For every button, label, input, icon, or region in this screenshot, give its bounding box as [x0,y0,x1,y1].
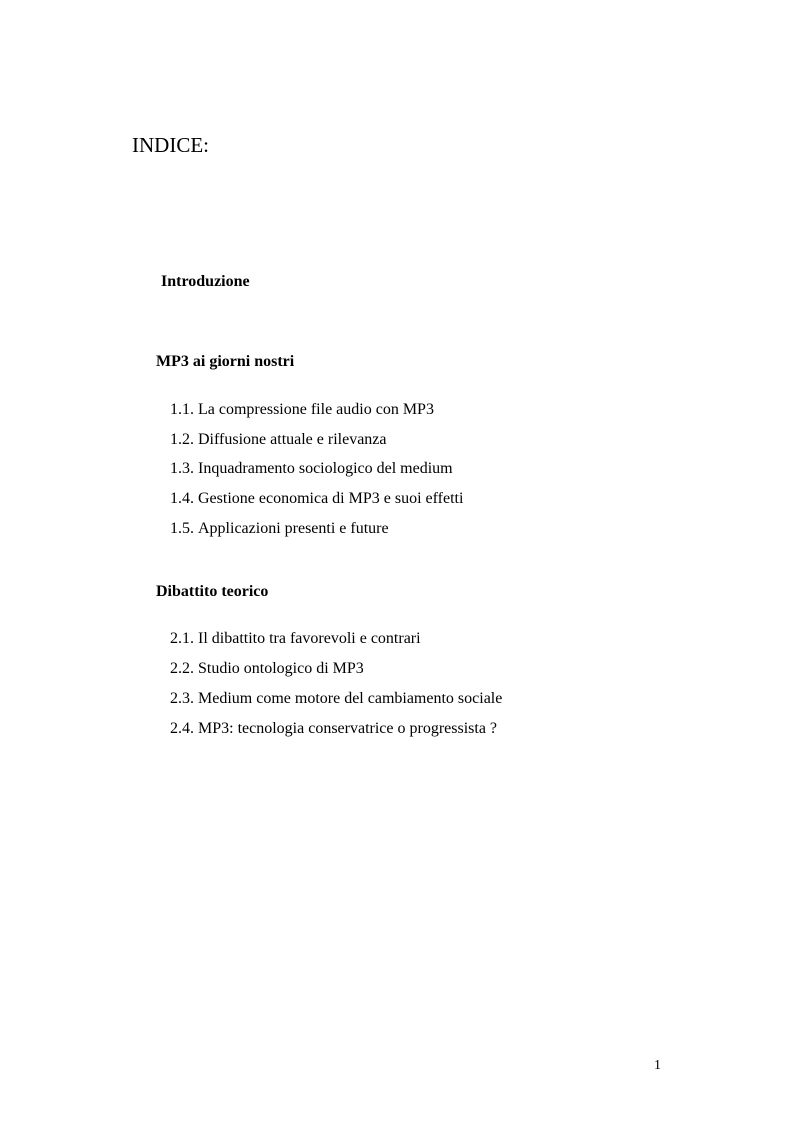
toc-entry-text: MP3: tecnologia conservatrice o progressista ? [198,720,498,737]
toc-entry-2-4 [170,719,497,739]
toc-entry-number: 1.3. [170,460,194,477]
toc-entry-2-2 [170,659,364,679]
toc-entry-number: 2.1. [170,630,194,647]
toc-entry-text: Inquadramento sociologico del medium [198,460,453,477]
toc-entry-1-2 [170,430,387,450]
page-number: 1 [654,1058,661,1073]
toc-entry-text: Il dibattito tra favorevoli e contrari [198,630,421,647]
toc-entry-1-5 [170,519,389,539]
toc-section-1-heading: MP3 ai giorni nostri [156,353,295,370]
toc-entry-1-3 [170,459,453,479]
toc-entry-1-1 [170,400,434,420]
toc-entry-text: Diffusione attuale e rilevanza [198,431,387,448]
toc-entry-number: 2.4. [170,720,194,737]
toc-entry-text: Gestione economica di MP3 e suoi effetti [198,490,464,507]
toc-entry-text: Studio ontologico di MP3 [198,660,364,677]
toc-entry-number: 2.3. [170,690,194,707]
toc-entry-text: Medium come motore del cambiamento sociale [198,690,503,707]
toc-entry-number: 1.2. [170,431,194,448]
toc-entry-2-1 [170,629,421,649]
toc-entry-number: 1.4. [170,490,194,507]
page-title: INDICE: [132,133,209,157]
toc-entry-text: Applicazioni presenti e future [198,520,389,537]
toc-entry-number: 1.1. [170,401,194,418]
toc-introduction: Introduzione [161,273,250,290]
toc-section-2-heading: Dibattito teorico [156,583,269,600]
toc-entry-text: La compressione file audio con MP3 [198,401,434,418]
toc-entry-number: 1.5. [170,520,194,537]
toc-entry-number: 2.2. [170,660,194,677]
toc-entry-2-3 [170,689,502,709]
toc-entry-1-4 [170,489,463,509]
